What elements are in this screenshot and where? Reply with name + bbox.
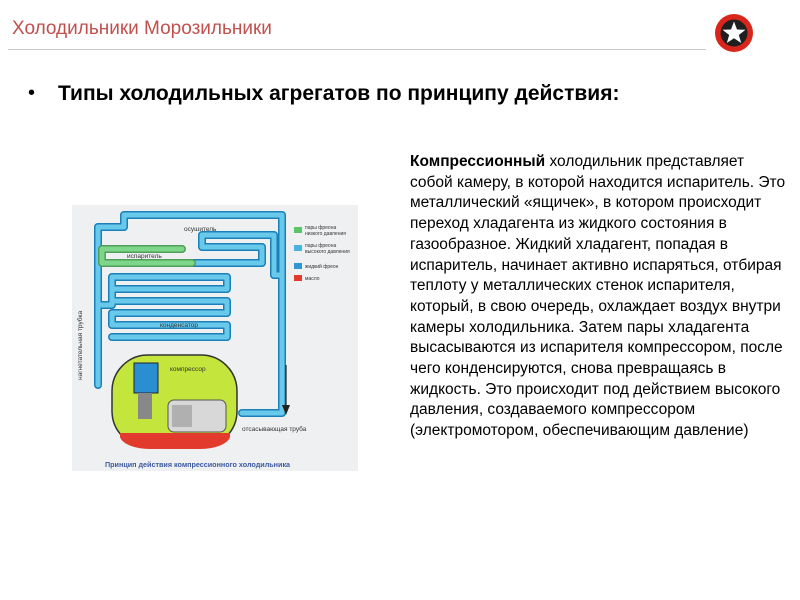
description-bold-term: Компрессионный: [410, 153, 546, 170]
label-condenser: конденсатор: [160, 322, 198, 329]
description-text: [410, 152, 790, 442]
label-suction-tube: отсасывающая труба: [242, 426, 307, 433]
legend-oil: масло: [305, 276, 320, 282]
star-in-circle-icon: [713, 12, 755, 54]
legend-low-pressure-vapor: пары фреона низкого давления: [305, 225, 346, 237]
header-divider: [8, 49, 706, 50]
legend-liquid-freon: жидкий фреон: [305, 264, 339, 270]
slide-heading: Типы холодильных агрегатов по принципу действия:: [58, 82, 620, 105]
label-compressor: компрессор: [170, 366, 206, 373]
label-evaporator: испаритель: [127, 253, 162, 260]
label-dryer: осушитель: [184, 226, 217, 233]
bullet-marker: •: [28, 82, 36, 104]
label-discharge-tube: нагнетательная трубка: [77, 310, 84, 380]
header-title: Холодильники Морозильники: [12, 18, 272, 39]
refrigerator-diagram: [72, 205, 358, 471]
description-body: холодильник представляет собой камеру, в которой находится испаритель. Это металлический «ящичек», в котором происходит переход хладагента из жидкого состояния в газообразное. Жидкий хладагент, попадая в испаритель, начинает активно испаряться, отбирая теплоту у металлических стенок испарителя, который, в свою очередь, охлаждает воздух внутри камеры холодильника. Затем пары хладагента высасываются из испарителя компрессором, после чего конденсируются, снова превращаясь в жидкость. Это происходит под действием высокого давления, создаваемого компрессором (электромотором, обеспечивающим давление): [410, 153, 786, 440]
diagram-caption: Принцип действия компрессионного холодильника: [105, 460, 291, 469]
legend-high-pressure-vapor: пары фреона высокого давления: [305, 243, 350, 255]
oil-reservoir: [120, 433, 230, 449]
